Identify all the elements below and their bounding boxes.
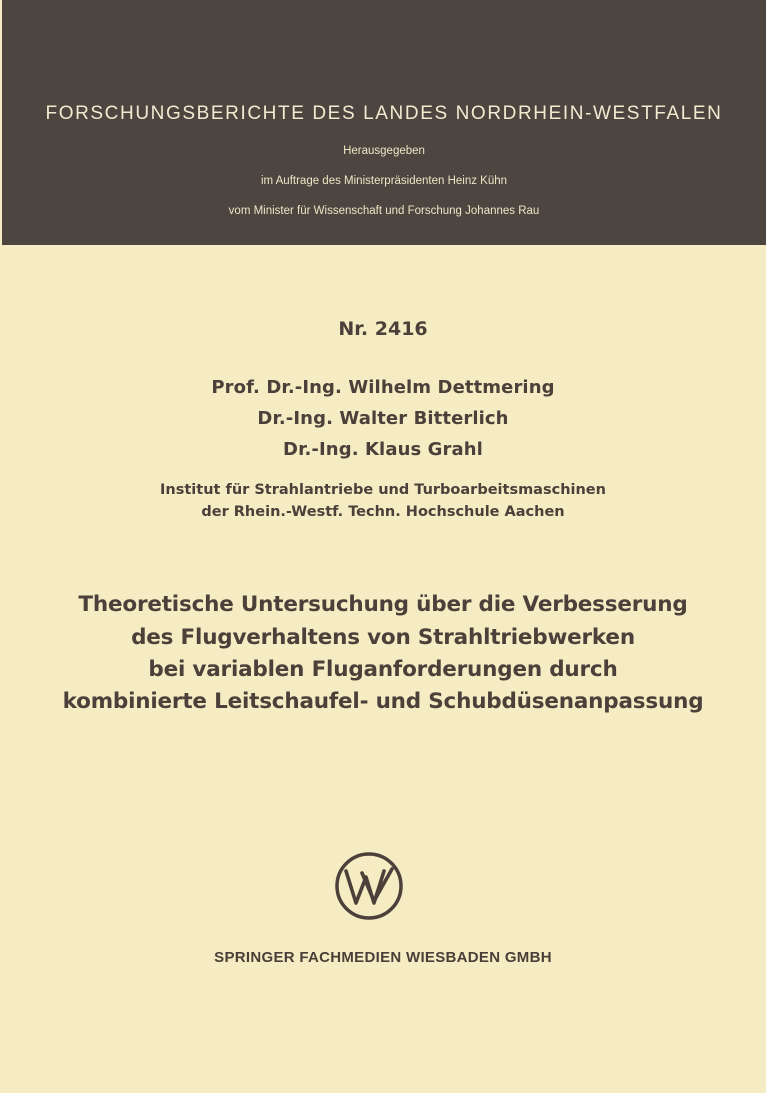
editor-line-2: im Auftrage des Ministerpräsidenten Heinz Kühn bbox=[260, 175, 508, 187]
institute-line-2: der Rhein.-Westf. Techn. Hochschule Aachen bbox=[201, 504, 565, 520]
editor-line-3: vom Minister für Wissenschaft und Forschung Johannes Rau bbox=[228, 205, 540, 217]
title-line-1: Theoretische Untersuchung über die Verbesserung bbox=[78, 592, 688, 617]
publisher-name: SPRINGER FACHMEDIEN WIESBADEN GMBH bbox=[214, 949, 552, 966]
author-3: Dr.-Ing. Klaus Grahl bbox=[283, 439, 483, 460]
institute-line-1: Institut für Strahlantriebe und Turboarbeitsmaschinen bbox=[160, 482, 606, 498]
editor-line-1: Herausgegeben bbox=[343, 145, 425, 157]
author-2: Dr.-Ing. Walter Bitterlich bbox=[257, 408, 509, 429]
series-header-band bbox=[2, 0, 766, 245]
title-line-4: kombinierte Leitschaufel- und Schubdüsenanpassung bbox=[62, 689, 704, 714]
title-line-3: bei variablen Fluganforderungen durch bbox=[148, 657, 618, 682]
volume-number: Nr. 2416 bbox=[338, 318, 428, 340]
author-1: Prof. Dr.-Ing. Wilhelm Dettmering bbox=[211, 377, 555, 398]
title-line-2: des Flugverhaltens von Strahltriebwerken bbox=[131, 625, 635, 650]
series-title: FORSCHUNGSBERICHTE DES LANDES NORDRHEIN-WESTFALEN bbox=[45, 103, 723, 124]
westdeutscher-verlag-logo-icon bbox=[334, 851, 404, 921]
